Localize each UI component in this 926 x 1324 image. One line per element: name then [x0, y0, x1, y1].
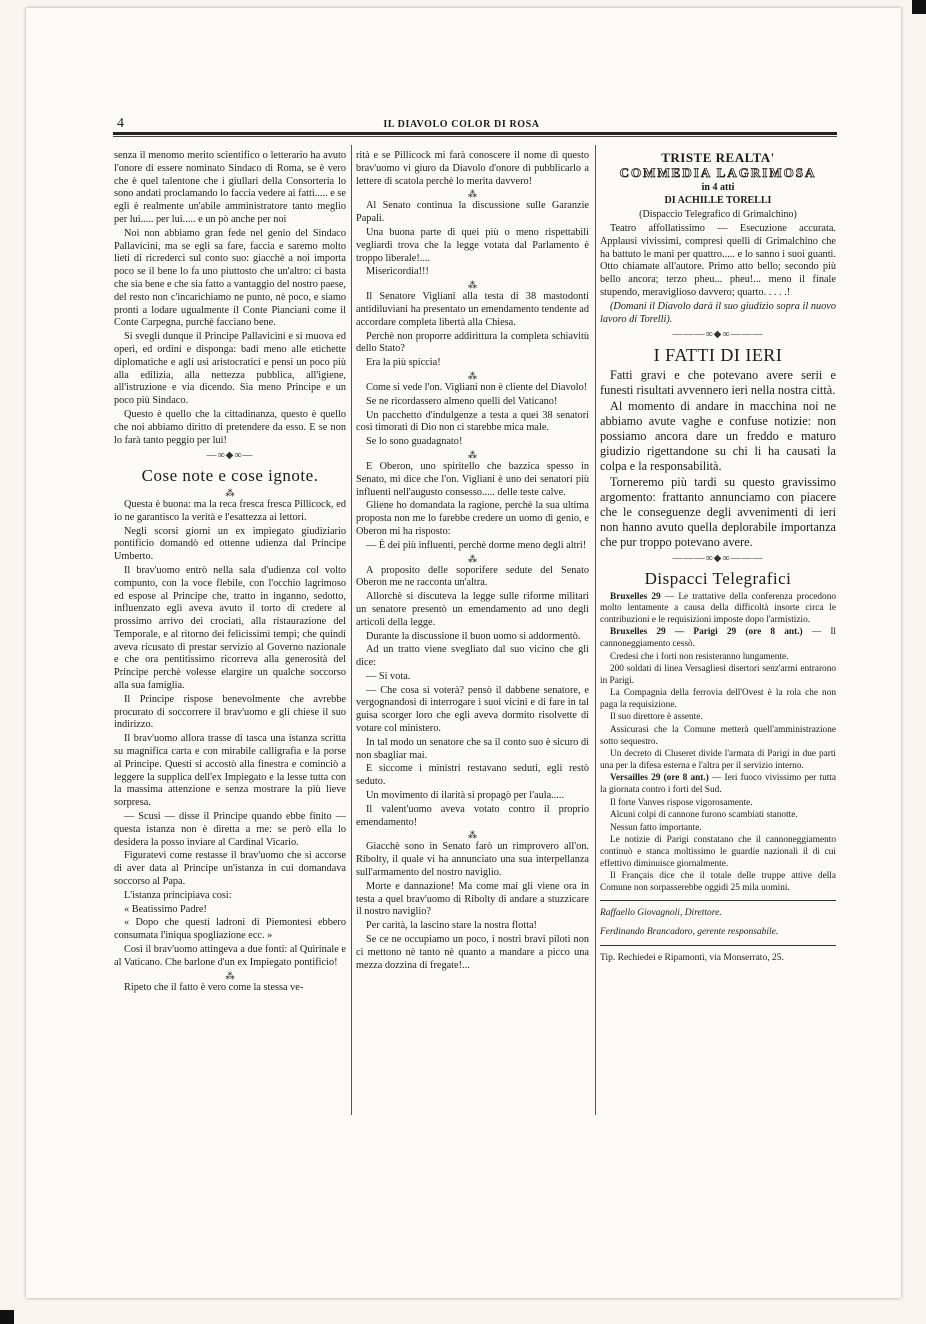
paragraph: « Beatissimo Padre! [124, 903, 207, 915]
paragraph: Al momento di andare in macchina noi ne abbiamo avute vaghe e confuse notizie: non possiamo ancora dare un freddo e maturo giudizio rigettandone su chi li ha causati la colpa e la responsabilità. [600, 398, 836, 473]
paragraph: senza il menomo merito scientifico o letterario ha avuto l'onore di essere nominato Sindaco di Roma, se è vero che è quel talentone che i giullari della Consorteria lo sono andati proclamando lo faccia vedere ai fatti..... e se egli è realmente un'abile amministratore tanto meglio per lui..... per lui..... e un pò anche per noi [114, 150, 346, 225]
paragraph: Credesi che i forti non resisteranno lungamente. [610, 651, 789, 662]
paragraph: rità e se Pillicock mi farà conoscere il nome di questo brav'uomo vi giuro da Diavolo d'onore di pubblicarlo a lettere di scatola perchè lo merita davvero! [356, 150, 589, 187]
paragraph: Se lo sono guadagnato! [366, 436, 463, 448]
scan-corner-bottom-left [0, 1310, 14, 1324]
header-rule-thin [113, 136, 837, 137]
paragraph: Gliene ho domandata la ragione, perchè la sua ultima proposta non me lo farebbe credere un uomo di genio, e Oberon mi ha risposto: [356, 500, 589, 537]
asterism: ⁂ [468, 830, 477, 841]
paragraph: L'istanza principiava così: [124, 889, 232, 901]
asterism: ⁂ [468, 553, 477, 564]
asterism: ⁂ [225, 970, 235, 981]
ornament-divider: ———∞◆∞——— [672, 329, 764, 341]
paragraph: Il Principe rispose benevolmente che avrebbe procurato di soccorrere il brav'uomo e gli chiese il suo indirizzo. [114, 693, 346, 731]
paragraph: — Che cosa si voterà? pensò il dabbene senatore, e vergognandosi di interrogare i suoi vicini e di fare in tal guisa scorger loro che egli aveva dormito risolvette di votare col ministero. [356, 684, 589, 735]
paragraph: Come si vede l'on. Vigliani non è cliente del Diavolo! [366, 381, 588, 393]
paragraph: Nessun fatto importante. [610, 822, 702, 833]
paragraph: Ripeto che il fatto è vero come la stessa ve- [124, 981, 304, 993]
paragraph: Una buona parte di quei più o meno rispettabili vegliardi trova che la legge votata dal Parlamento è troppo liberale!.... [356, 226, 589, 264]
signature-director: Raffaello Giovagnoli, Direttore. [600, 908, 722, 919]
paragraph: Le notizie di Parigi constatano che il cannoneggiamento continuò e stanca moltissimo le guardie nazionali il di cui effettivo diminuisce giornalmente. [600, 835, 836, 869]
paragraph: Morte e dannazione! Ma come mai gli viene ora in testa a quel brav'uomo di Ribolty di andare a stuzzicare il nostro naviglio? [356, 880, 589, 918]
headline-triste-realta: TRISTE REALTA' [661, 150, 775, 165]
ornament-divider: —∞◆∞— [206, 450, 254, 462]
footer-rule [600, 900, 836, 901]
paragraph: E Oberon, uno spiritello che bazzica spesso in Senato, mi dice che l'on. Vigliani è uno dei senatori più influenti nell'augusto consesso..... delle teste calve. [356, 460, 589, 498]
paragraph: — Si vota. [366, 670, 411, 682]
paragraph: Questa è buona: ma la reca fresca fresca Pillicock, ed io ne garantisco la verità e l'esattezza ai lettori. [114, 498, 346, 523]
footer-rule [600, 945, 836, 946]
paragraph: Negli scorsi giorni un ex impiegato giudiziario pontificio domandò ed ottenne udienza dal Principe Umberto. [114, 525, 346, 563]
paragraph: Al Senato continua la discussione sulle Garanzie Papali. [356, 200, 589, 225]
paragraph: « Dopo che questi ladroni di Piemontesi ebbero consumata l'iniqua spogliazione ecc. » [114, 917, 346, 942]
page-number: 4 [117, 116, 125, 131]
ornament-divider: ———∞◆∞——— [672, 552, 764, 564]
paragraph: Teatro affollatissimo — Esecuzione accurata. Applausi vivissimi, compresi quelli di Grimalchino che ha battuto le mani per quattro..... e lo sanno i suoi guanti. Otto chiamate all'autore. Primo atto bello; secondo più bello ancora; terzo pheu... pheu!... meno il finale stupendo, meraviglioso davvero; quarto. . . . .! [600, 222, 836, 298]
dispatch-entry [600, 592, 836, 627]
paragraph: Un decreto di Cluseret divide l'armata di Parigi in due parti una per la difesa esterna e l'altra per il servizio interno. [600, 749, 836, 771]
asterism: ⁂ [225, 487, 235, 498]
header-rule [113, 132, 837, 135]
paragraph: Misericordia!!! [366, 266, 429, 278]
section-title-cose-note: Cose note e cose ignote. [141, 466, 319, 486]
running-title: IL DIAVOLO COLOR DI ROSA [383, 119, 540, 130]
paragraph: Torneremo più tardi su questo gravissimo argomento: frattanto annunciamo con piacere che le conseguenze degli avvenimenti di ieri non hanno avuto quella deplorabile importanza che pur troppo potevano avere. [600, 474, 836, 549]
paragraph: Se ne ricordassero almeno quelli del Vaticano! [366, 395, 558, 407]
paragraph: Il suo direttore è assente. [610, 712, 703, 723]
asterism: ⁂ [468, 280, 477, 291]
paragraph: Alcuni colpi di cannone furono scambiati stanotte. [610, 810, 798, 821]
paragraph: Un movimento di ilarità si propagò per l'aula..... [366, 790, 565, 802]
paragraph: In tal modo un senatore che sa il conto suo è sicuro di non sbagliar mai. [356, 736, 589, 761]
paragraph: Il forte Vanves rispose vigorosamente. [610, 797, 753, 808]
dispatch-place: Bruxelles 29 [610, 591, 661, 602]
headline-atti: in 4 atti [701, 181, 735, 193]
paragraph: 200 soldati di linea Versagliesi disertori senz'armi entrarono in Parigi. [600, 664, 836, 686]
paragraph: Se ce ne occupiamo un poco, i nostri bravi piloti non ci mettono nè tanto nè quanto a mandare a picco una mezza dozzina di fregate!... [356, 934, 589, 971]
paragraph: Noi non abbiamo gran fede nel genio del Sindaco Pallavicini, ma se egli sa fare, faccia e saremo molto lieti di ricrederci sul conto suo: giacchè a noi importa poco se il bene lo fa uno piuttosto che un'altro: ci basta che sia bene e che sia fatto a vantaggio del nostro paese, del resto non c'incarichiamo ne punto, nè poco, e siamo pronti a lodare ugualmente il Conte Pianciani come il Conte Carpegna, purchè facciano bene. [114, 227, 346, 329]
paragraph: Si svegli dunque il Principe Pallavicini e si muova ed operi, ed ordini e disponga: badi meno alle etichette diplomatiche e agli usi aristocratici e pensi un poco più alla edilizia, alla nettezza pubblica, all'igiene, all'istruzione e via dicendo. Sia meno Principe e un poco più Sindaco. [114, 331, 346, 407]
printer-line: Tip. Rechiedei e Ripamonti, via Monserrato, 25. [600, 952, 784, 963]
paragraph: Così il brav'uomo attingeva a due fonti: al Quirinale e al Vaticano. Che barlone d'un ex Impiegato pontificio! [114, 944, 346, 968]
dispatch-text: — Ieri fuoco vivissimo per tutta la giornata contro i forti del Sud. [600, 773, 837, 796]
paragraph: Durante la discussione il buon uomo si addormentò. [366, 630, 581, 642]
scan-corner-top-right [912, 0, 926, 14]
paragraph: Il Senatore Vigliani alla testa di 38 mastodonti antidiluviani ha presentato un emendamento tendente ad accordare completa libertà alla Chiesa. [356, 291, 589, 328]
paragraph: A proposito delle soporifere sedute del Senato Oberon me ne racconta un'altra. [356, 564, 589, 589]
paragraph: Era la più spiccia! [366, 357, 441, 369]
paragraph: Questo è quello che la cittadinanza, questo è quello che noi abbiamo diritto di pretendere da esso. E se non lo farà tanto peggio per lui! [114, 408, 346, 446]
signature-gerente: Ferdinando Brancadoro, gerente responsabile. [600, 927, 779, 938]
paragraph: E siccome i ministri restavano seduti, egli restò seduto. [356, 763, 589, 788]
paragraph: Fatti gravi e che potevano avere serii e funesti risultati avvennero ieri nella nostra città. [600, 367, 836, 397]
column-divider-2 [595, 145, 596, 1115]
paragraph: Assicurasi che la Comune metterà quell'amministrazione sotto sequestro. [600, 725, 836, 747]
asterism: ⁂ [468, 370, 477, 381]
asterism: ⁂ [468, 189, 477, 200]
paragraph: Un pacchetto d'indulgenze a testa a quei 38 senatori così timorati di Dio non ci starebbe mica male. [356, 409, 589, 434]
headline-dispatch: (Dispaccio Telegrafico di Grimalchino) [639, 209, 797, 221]
headline-commedia-lagrimosa: COMMEDIA LAGRIMOSA [619, 164, 817, 180]
column-2 [356, 150, 589, 973]
paragraph: La Compagnia della ferrovia dell'Ovest è la rola che non paga la requisizione. [600, 688, 836, 710]
paragraph: (Domani il Diavolo darà il suo giudizio sopra il nuovo lavoro di Torelli). [600, 300, 836, 325]
paragraph: Giacchè sono in Senato farò un rimprovero all'on. Ribolty, il quale vi ha annunciato una sua interpellanza sull'armamento del nostro naviglio. [356, 841, 589, 879]
column-divider-1 [351, 145, 352, 1115]
dispatch-text: — Le trattative della conferenza procedono molto lentamente a causa della difficoltà insorte circa le contribuzioni e le requisizioni imposte dopo l'armistizio. [600, 591, 836, 625]
column-3 [600, 150, 836, 965]
page-header [89, 115, 834, 133]
dispatch-text: — Il cannoneggiamento cessò. [600, 627, 836, 649]
paragraph: — È dei più influenti, perchè dorme meno degli altri! [366, 539, 587, 551]
column-1 [114, 150, 346, 995]
paragraph: Perchè non proporre addirittura la completa schiavitù dello Stato? [356, 330, 589, 355]
dispatch-place: Versailles 29 (ore 8 ant.) [610, 773, 709, 784]
paragraph: Il brav'uomo allora trasse di tasca una istanza scritta su magnifica carta e con mirabile calligrafia e la porse al Principe. Questi si accostò alla finestra e cominciò a leggere la supplica dell'ex Impiegato e la lesse tutta con la massima attenzione e senza mostrare la più lieve sorpresa. [114, 733, 346, 809]
paragraph: — Scusi — disse il Principe quando ebbe finito — questa istanza non è diretta a me: se però ella lo desidera la posso inviare al Cardinal Vicario. [114, 811, 346, 848]
paragraph: Ad un tratto viene svegliato dal suo vicino che gli dice: [356, 644, 589, 669]
headline-author: DI ACHILLE TORELLI [664, 195, 772, 207]
paragraph: Allorchè si discuteva la legge sulle riforme militari un senatore presentò un emendamento ad uno degli articoli della legge. [356, 591, 589, 628]
dispatch-place: Bruxelles 29 — Parigi 29 (ore 8 ant.) [610, 627, 803, 638]
paragraph: Il valent'uomo aveva votato contro il proprio emendamento! [356, 803, 589, 828]
paragraph: Per carità, la lascino stare la nostra flotta! [366, 920, 537, 932]
dispatch-entry [600, 773, 836, 796]
paragraph: Il brav'uomo entrò nella sala d'udienza col volto compunto, con la voce flebile, con l'occhio lagrimoso ed espose al Principe che, tratto in inganno, sedotto, influenzato egli aveva avuto il torto di credere al prossimo arrivo dei crociati, alla ristaurazione del Temporale, e al ritorno dei felicissimi tempi; che quindi aveva ricusato di prestar servizio al Governo nazionale e che ora pentitissimo ricorreva alla generosità del Principe perchè volesse elargire un qualche soccorso alla sua famiglia. [114, 564, 346, 692]
paragraph: Figuratevi come restasse il brav'uomo che si accorse di aver data al Principe un'istanza in cui domandava soccorso al Papa. [114, 850, 346, 888]
section-title-dispacci: Dispacci Telegrafici [644, 568, 792, 588]
section-title-fatti-di-ieri: I FATTI DI IERI [653, 345, 783, 366]
asterism: ⁂ [468, 449, 477, 460]
dispatch-entry [600, 627, 836, 650]
paragraph: Il Français dice che il totale delle truppe attive della Comune non sorpasserebbe oggidì 25 mila uomini. [600, 871, 836, 893]
